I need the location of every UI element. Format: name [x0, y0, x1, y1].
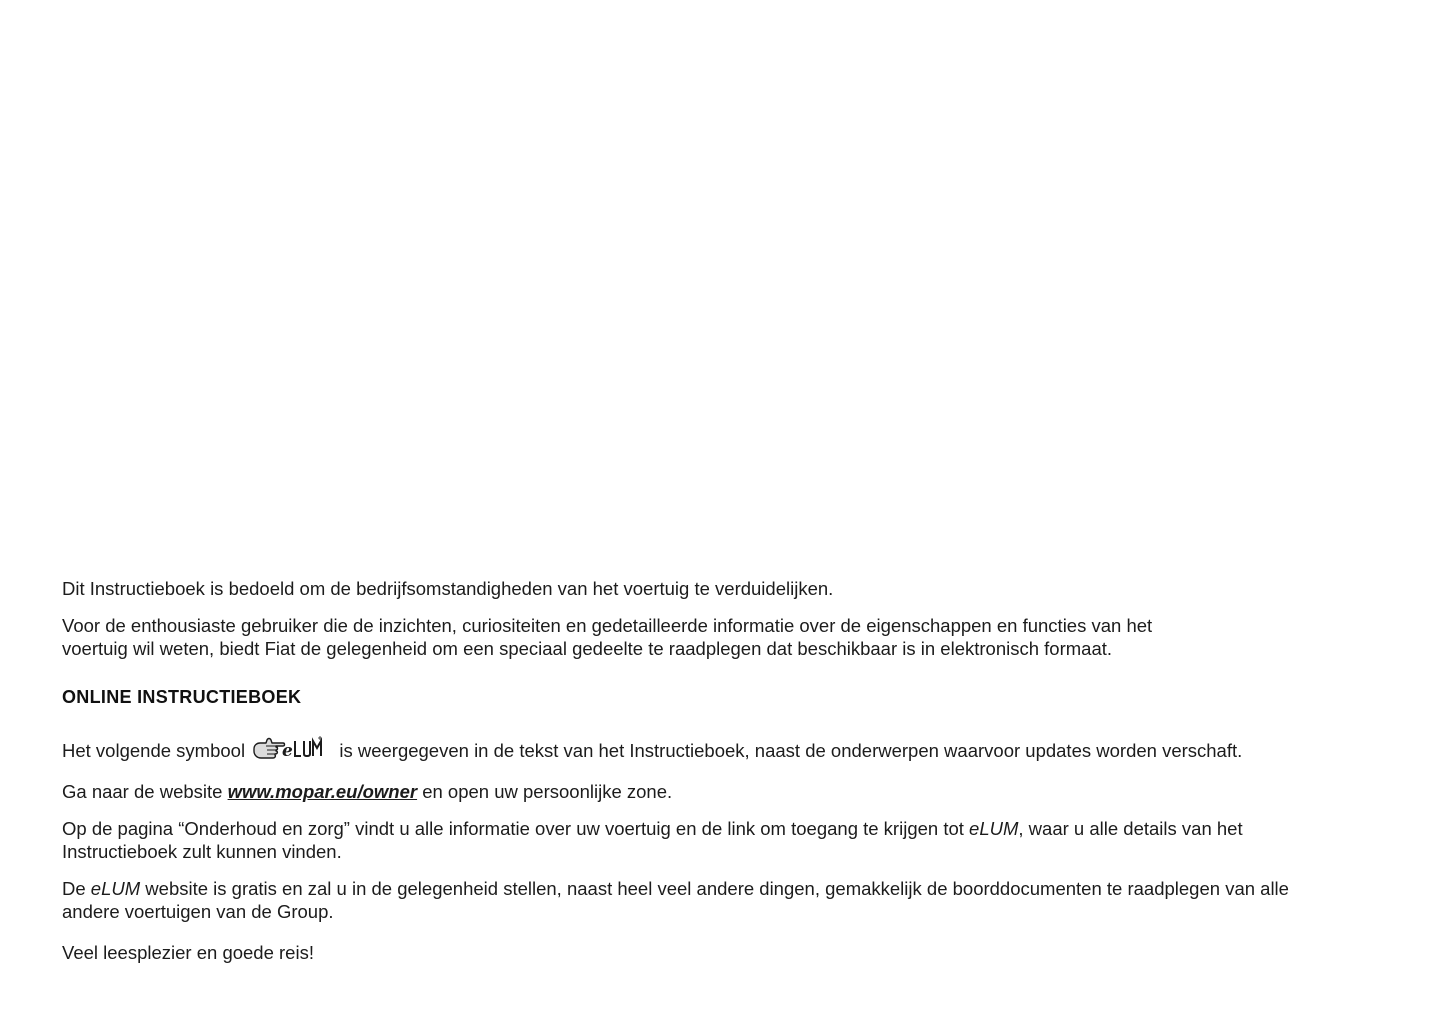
maintenance-paragraph — [62, 817, 1382, 863]
symbol-text-after: is weergegeven in de tekst van het Instructieboek, naast de onderwerpen waarvoor updates worden verschaft. — [339, 740, 1243, 761]
maintenance-text-after: , waar u alle details van het — [1018, 818, 1243, 839]
elum-pointing-hand-icon — [252, 735, 326, 766]
section-heading: ONLINE INSTRUCTIEBOEK — [62, 687, 302, 707]
elum-line-2: andere voertuigen van de Group. — [62, 901, 334, 922]
symbol-paragraph — [62, 735, 1382, 766]
maintenance-elum: eLUM — [969, 818, 1019, 839]
elum-website-paragraph — [62, 877, 1382, 923]
mopar-owner-link[interactable]: www.mopar.eu/owner — [227, 781, 418, 802]
website-text-after: en open uw persoonlijke zone. — [422, 781, 673, 802]
elum-rest-line-1: website is gratis en zal u in de gelegenheid stellen, naast heel veel andere dingen, gemakkelijk de boorddocumenten te raadplegen van alle — [145, 878, 1289, 899]
closing-paragraph: Veel leesplezier en goede reis! — [62, 942, 314, 963]
elum-de: De — [62, 878, 86, 899]
maintenance-text-before: Op de pagina “Onderhoud en zorg” vindt u alle informatie over uw voertuig en de link om toegang te krijgen tot — [62, 818, 964, 839]
enthusiast-line-1: Voor de enthousiaste gebruiker die de inzichten, curiositeiten en gedetailleerde informatie over de eigenschappen en functies van het — [62, 615, 1153, 636]
svg-text:e: e — [282, 741, 294, 761]
enthusiast-line-2: voertuig wil weten, biedt Fiat de gelegenheid om een speciaal gedeelte te raadplegen dat beschikbaar is in elektronisch formaat. — [62, 638, 1113, 659]
enthusiast-paragraph — [62, 614, 1382, 660]
intro-paragraph: Dit Instructieboek is bedoeld om de bedrijfsomstandigheden van het voertuig te verduidelijken. — [62, 578, 834, 599]
symbol-text-before: Het volgende symbool — [62, 740, 246, 761]
maintenance-line-2: Instructieboek zult kunnen vinden. — [62, 841, 342, 862]
elum-word: eLUM — [90, 878, 141, 899]
website-text-before: Ga naar de website — [62, 781, 223, 802]
website-paragraph — [62, 780, 1382, 803]
document-body — [62, 577, 1382, 964]
